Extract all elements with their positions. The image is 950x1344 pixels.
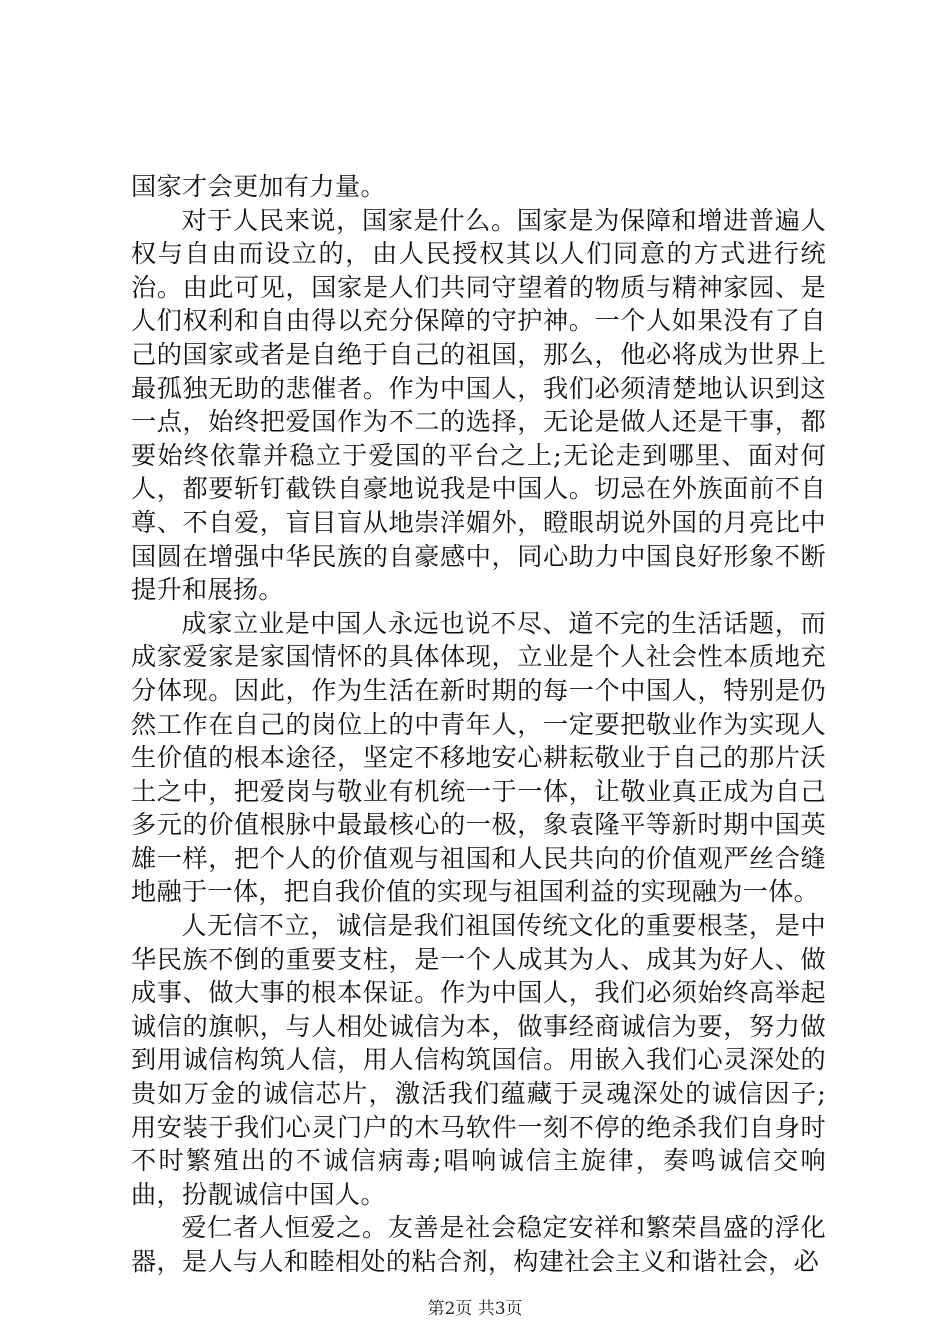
paragraph-friendliness: 爱仁者人恒爱之。友善是社会稳定安祥和繁荣昌盛的浮化器，是人与人和睦相处的粘合剂，构建社会主义和谐社会，必: [131, 1213, 826, 1276]
paragraph-country-meaning: 对于人民来说，国家是什么。国家是为保障和增进普遍人权与自由而设立的，由人民授权其以人们同意的方式进行统治。由此可见，国家是人们共同守望着的物质与精神家园、是人们权利和自由得以充分保障的守护神。一个人如果没有了自己的国家或者是自绝于自己的祖国，那么，他必将成为世界上最孤独无助的悲催者。作为中国人，我们必须清楚地认识到这一点，始终把爱国作为不二的选择，无论是做人还是干事，都要始终依靠并稳立于爱国的平台之上;无论走到哪里、面对何人，都要斩钉截铁自豪地说我是中国人。切忌在外族面前不自尊、不自爱，盲目盲从地崇洋媚外，瞪眼胡说外国的月亮比中国圆在增强中华民族的自豪感中，同心助力中国良好形象不断提升和展扬。: [131, 205, 826, 605]
page-number-footer: 第2页 共3页: [427, 1299, 523, 1319]
paragraph-dedication: 成家立业是中国人永远也说不尽、道不完的生活话题，而成家爱家是家国情怀的具体体现，立业是个人社会性本质地充分体现。因此，作为生活在新时期的每一个中国人，特别是仍然工作在自己的岗位上的中青年人，一定要把敬业作为实现人生价值的根本途径，坚定不移地安心耕耘敬业于自己的那片沃土之中，把爱岗与敬业有机统一于一体，让敬业真正成为自己多元的价值根脉中最最核心的一极，象袁隆平等新时期中国英雄一样，把个人的价值观与祖国和人民共向的价值观严丝合缝地融于一体，把自我价值的实现与祖国利益的实现融为一体。: [131, 608, 826, 907]
paragraph-continuation: 国家才会更加有力量。: [131, 172, 386, 201]
document-body: [131, 170, 826, 1279]
paragraph-integrity: 人无信不立，诚信是我们祖国传统文化的重要根茎，是中华民族不倒的重要支柱，是一个人成其为人、成其为好人、做成事、做大事的根本保证。作为中国人，我们必须始终高举起诚信的旗帜，与人相处诚信为本，做事经商诚信为要，努力做到用诚信构筑人信，用人信构筑国信。用嵌入我们心灵深处的贵如万金的诚信芯片，激活我们蕴藏于灵魂深处的诚信因子;用安装于我们心灵门户的木马软件一刻不停的绝杀我们自身时不时繁殖出的不诚信病毒;唱响诚信主旋律，奏鸣诚信交响曲，扮靓诚信中国人。: [131, 911, 826, 1209]
